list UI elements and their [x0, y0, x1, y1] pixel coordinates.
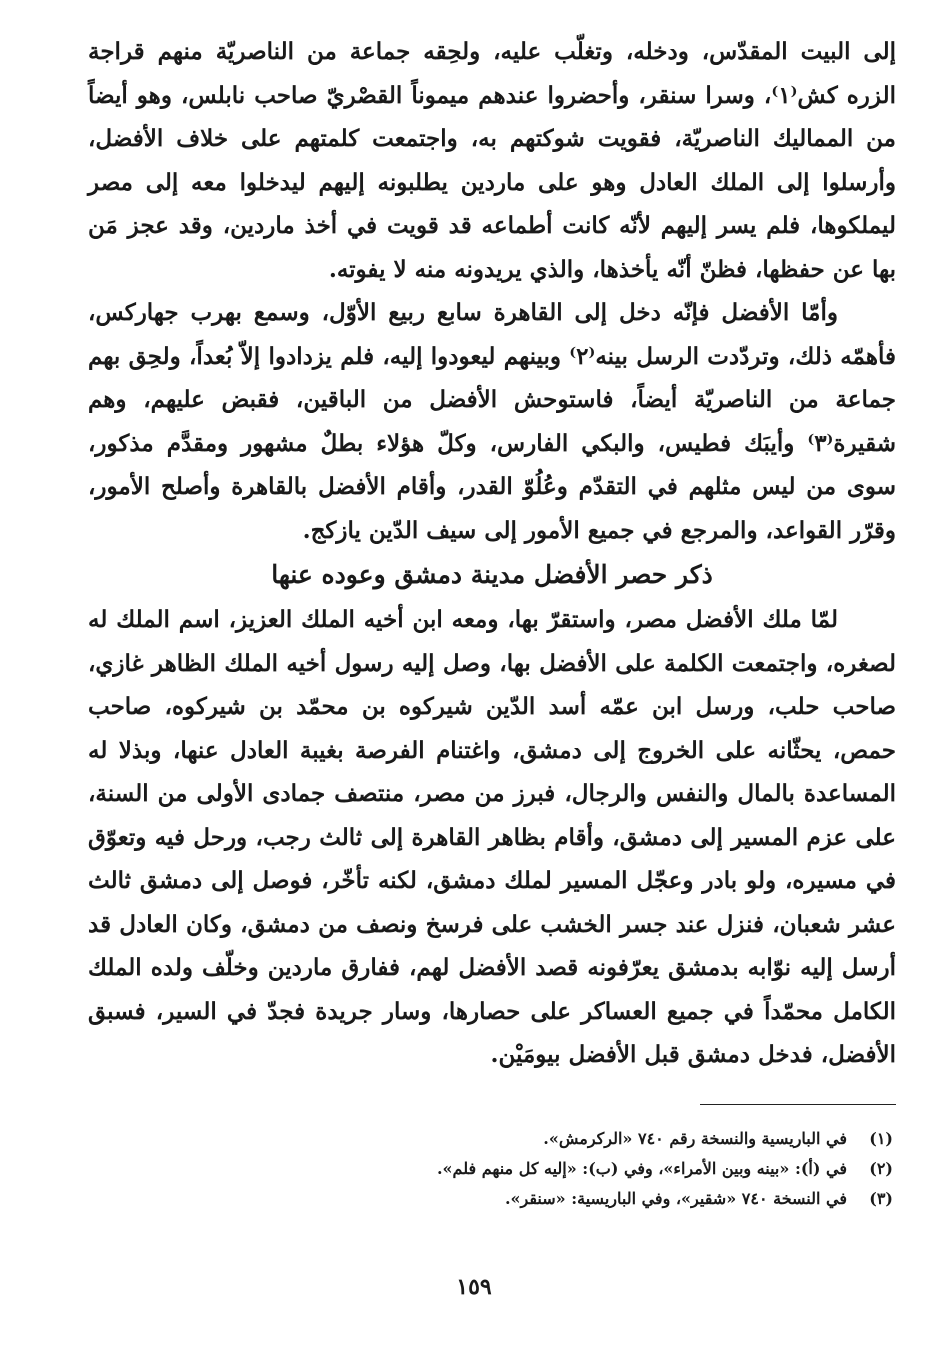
footnote	[88, 1154, 893, 1184]
footnote	[88, 1124, 893, 1154]
footnote-divider	[700, 1104, 896, 1105]
footnotes	[88, 1124, 893, 1214]
paragraph: إلى البيت المقدّس، ودخله، وتغلّب عليه، ولحِقه جماعة من الناصريّة منهم قراجة الزره كش⁽١⁾، وسرا سنقر، وأحضروا عندهم ميموناً القصْريّ صاحب نابلس، وهو أيضاً من المماليك الناصريّة، فقويت شوكتهم به، واجتمعت كلمتهم على خلاف الأفضل، وأرسلوا إلى الملك العادل وهو على ماردين يطلبونه إليهم ليدخلوا معه إلى مصر ليملكوها، فلم يسر إليهم لأنّه كانت أطماعه قد قويت في أخذ ماردين، وقد عجز مَن بها عن حفظها، فظنّ أنّه يأخذها، والذي يريدونه منه لا يفوته.	[88, 38, 896, 283]
footnote-number: (١)	[869, 1129, 893, 1148]
footnote-number: (٣)	[869, 1189, 893, 1208]
page-body	[88, 30, 896, 1077]
section-heading: ذكر حصر الأفضل مدينة دمشق وعوده عنها	[271, 560, 713, 589]
footnote-text: في النسخة ٧٤٠ «شقير»، وفي الباريسية: «سنقر».	[504, 1189, 847, 1208]
paragraph: وأمّا الأفضل فإنّه دخل إلى القاهرة سابع ربيع الأوّل، وسمع بهرب جهاركس، فأهمّه ذلك، وتردّدت الرسل بينه⁽٢⁾ وبينهم ليعودوا إليه، فلم يزدادوا إلاّ بُعداً، ولحِق بهم جماعة من الناصريّة أيضاً، فاستوحش الأفضل من الباقين، فقبض عليهم، وهم شقيرة⁽٣⁾ وأيبَك فطيس، والبكي الفارس، وكلّ هؤلاء بطلٌ مشهور ومقدَّم مذكور، سوى من ليس مثلهم في التقدّم وعُلُوّ القدر، وأقام الأفضل بالقاهرة وأصلح الأمور، وقرّر القواعد، والمرجع في جميع الأمور إلى سيف الدّين يازكج.	[88, 299, 896, 544]
footnote	[88, 1184, 893, 1214]
main-text	[88, 30, 896, 552]
paragraph: لمّا ملك الأفضل مصر، واستقرّ بها، ومعه ابن أخيه الملك العزيز، اسم الملك له لصغره، واجتمعت الكلمة على الأفضل بها، وصل إليه رسول أخيه الملك الظاهر غازي، صاحب حلب، ورسل ابن عمّه أسد الدّين شيركوه بن محمّد بن شيركوه، صاحب حمص، يحثّانه على الخروج إلى دمشق، واغتنام الفرصة بغيبة العادل عنها، وبذلا له المساعدة بالمال والنفس والرجال، فبرز من مصر، منتصف جمادى الأولى من السنة، على عزم المسير إلى دمشق، وأقام بظاهر القاهرة إلى ثالث رجب، ورحل فيه وتعوّق في مسيره، ولو بادر وعجّل المسير لملك دمشق، لكنه تأخّر، فوصل إلى دمشق ثالث عشر شعبان، فنزل عند جسر الخشب على فرسخ ونصف من دمشق، وكان العادل قد أرسل إليه نوّابه بدمشق يعرّفونه قصد الأفضل لهم، ففارق ماردين وخلّف ولده الملك الكامل محمّداً في جميع العساكر على حصارها، وسار جريدة فجدّ في السير، فسبق الأفضل، فدخل دمشق قبل الأفضل بيومَيْن.	[88, 606, 896, 1068]
section-text	[88, 598, 896, 1077]
footnote-number: (٢)	[869, 1159, 893, 1178]
footnote-text: في (أ): «بينه وبين الأمراء»، وفي (ب): «إليه كل منهم فلم».	[436, 1159, 847, 1178]
page-number: ١٥٩	[456, 1274, 492, 1300]
footnote-text: في الباريسية والنسخة رقم ٧٤٠ «الركرمش».	[543, 1129, 847, 1148]
